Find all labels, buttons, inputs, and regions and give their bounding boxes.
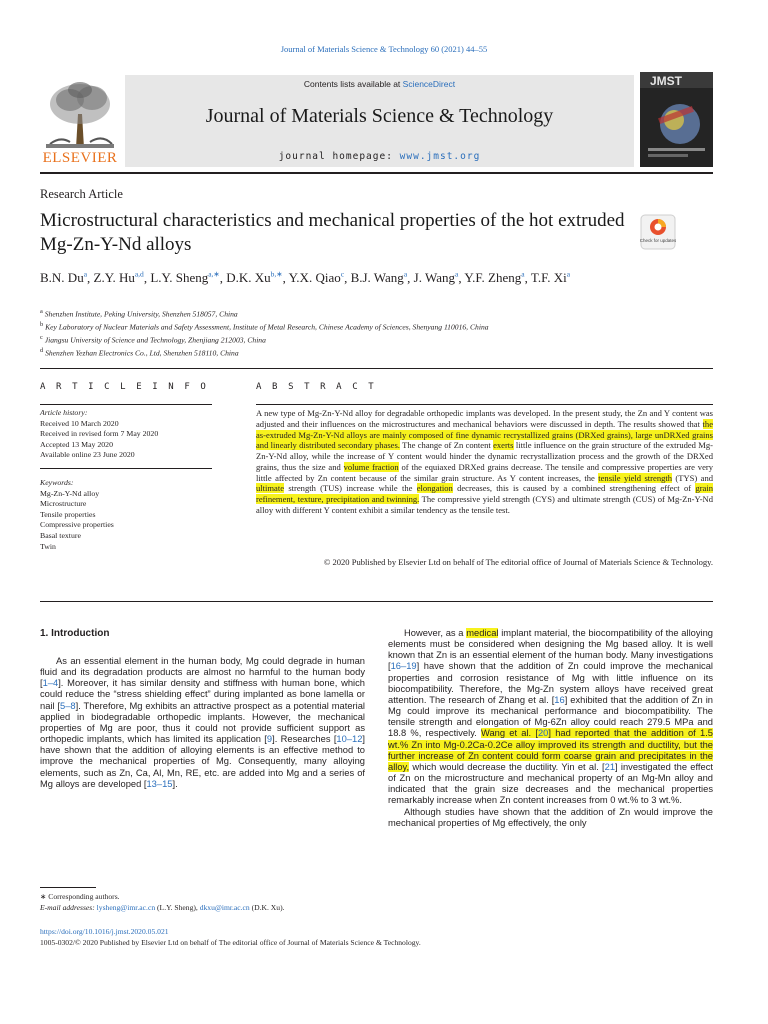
author-affiliation-mark[interactable]: a (454, 270, 459, 279)
affiliation-mark: c (40, 334, 43, 342)
abstract-text: A new type of Mg-Zn-Y-Nd alloy for degradable orthopedic implants was developed. In the present study, the Zn and Y content was adjusted and their influences on the microstructures and mechanical behaviors were discussed in depth. The results showed that (256, 408, 713, 429)
intro-paragraph-3: Although studies have shown that the addition of Zn would improve the mechanical properties of Mg effectively, the only (388, 806, 713, 828)
author-affiliation-mark[interactable]: a (566, 270, 571, 279)
author[interactable] (351, 270, 408, 285)
highlighted-text: volume fraction (343, 461, 399, 472)
keyword-item: Mg-Zn-Y-Nd alloy (40, 488, 100, 498)
corresponding-authors-note: ∗ Corresponding authors. (40, 892, 120, 901)
affiliation-mark: a (40, 308, 43, 315)
affiliation-mark: d (40, 347, 44, 355)
author[interactable] (289, 270, 344, 285)
abstract-text: strength (TUS) increase while the (284, 483, 417, 494)
author-affiliation-mark[interactable]: c (340, 270, 345, 279)
journal-cover-image (640, 72, 713, 167)
keyword-item: Twin (40, 541, 56, 551)
citation-link[interactable]: 13–15 (146, 778, 173, 789)
author-name[interactable]: D.K. Xu (226, 270, 271, 286)
keywords-rule (40, 468, 212, 469)
journal-header-band (125, 75, 634, 167)
article-title: Microstructural characteristics and mechanical properties of the hot extruded Mg-Zn-Y-Nd alloys (40, 210, 625, 255)
affiliation (40, 346, 700, 359)
homepage-prefix: journal homepage: (278, 151, 400, 162)
introduction-left-column (40, 656, 365, 790)
abstract-heading: A B S T R A C T (256, 382, 377, 392)
citation-link[interactable]: 16–19 (390, 661, 417, 672)
email-owner-sheng: (L.Y. Sheng), (155, 902, 200, 912)
author-name[interactable]: Y.X. Qiao (288, 270, 341, 286)
section-rule (40, 368, 713, 369)
history-item: Received 10 March 2020 (40, 418, 119, 428)
highlighted-text: ] had reported that the addition of 1.5 wt.% Zn into Mg-0.2Ca-0.2Ce alloy improved its strength and ductility, but the further increase of Zn content could form coarse grain and precipitates in the alloy, (388, 728, 713, 772)
affiliation (40, 307, 700, 320)
article-info-rule (40, 404, 212, 405)
author[interactable] (531, 270, 570, 285)
journal-citation-link[interactable]: Journal of Materials Science & Technology 60 (2021) 44–55 (280, 44, 488, 54)
keywords (40, 478, 215, 552)
author-affiliation-mark[interactable]: b,∗ (270, 270, 283, 279)
abstract-copyright: © 2020 Published by Elsevier Ltd on behalf of The editorial office of Journal of Materials Science & Technology. (323, 557, 713, 567)
affiliation-mark: b (40, 321, 44, 329)
author-affiliation-mark[interactable]: a (521, 270, 525, 279)
author-name[interactable]: Z.Y. Hu (93, 270, 135, 286)
abstract-rule (256, 404, 713, 405)
issn-copyright-line: 1005-0302/© 2020 Published by Elsevier Ltd on behalf of The editorial office of Journal of Materials Science & Technology. (40, 938, 421, 947)
email-owner-xu: (D.K. Xu). (249, 902, 285, 912)
author-name[interactable]: B.N. Du (40, 270, 84, 286)
body-text: ] exhibited that the addition of Zn in Mg could improve its mechanical performance and biocompatibility. The tensile strength and elongation of Mg-6Zn alloy could reach 279.5 MPa and 18.8 %, respectively. (388, 694, 713, 739)
highlighted-text: grain refinement, texture, precipitation and twinning. (256, 483, 713, 504)
homepage-link[interactable]: www.jmst.org (399, 151, 481, 162)
affiliation (40, 320, 700, 333)
author[interactable] (464, 270, 524, 285)
history-item: Accepted 13 May 2020 (40, 439, 113, 449)
body-text: implant material, the biocompatibility of the alloying elements must be considered when designing the Mg based alloy. It is well known that Zn is an essential element of the human body. Many investigations [ (388, 628, 713, 672)
citation-link[interactable]: 9 (266, 734, 273, 745)
author[interactable] (150, 270, 219, 285)
highlighted-text: exerts (493, 440, 514, 451)
cover-title: JMST (650, 74, 683, 88)
author[interactable] (94, 270, 144, 285)
affiliation-text: Jiangsu University of Science and Technology, Zhenjiang 212003, China (44, 335, 266, 345)
author-list: B.N. Du$^a$, Z.Y. Hu$^{a,d}$, L.Y. Sheng$^{a,∗}$, D.K. $Xu^{b,∗}$, Y.X. Qiao$^c$, B.J. Wang$^a$, J. Wang$^a$, Y.F. Zheng$^a$, T.F. Xi$^a$ (40, 270, 571, 286)
highlighted-text: Wang et al. [ (480, 728, 538, 739)
citation-link[interactable]: 21 (604, 761, 616, 772)
citation-link[interactable]: 1–4 (42, 678, 59, 689)
author-affiliation-mark[interactable]: a (83, 270, 88, 279)
author-name[interactable]: L.Y. Sheng (150, 270, 209, 286)
footnote-rule (40, 887, 96, 888)
abstract-text: The compressive yield strength (CYS) and ultimate strength (CUS) of Mg-Zn-Y-Nd alloy with different Y content exhibit a similar tendency as the tensile test. (256, 494, 713, 515)
elsevier-wordmark: ELSEVIER (42, 150, 118, 166)
keyword-item: Tensile properties (40, 509, 96, 519)
author[interactable] (414, 270, 459, 285)
history-list (40, 419, 215, 461)
body-text: ]. Researches [ (272, 734, 337, 745)
keywords-label: Keywords: (40, 478, 74, 487)
email-line (40, 903, 370, 914)
affiliation-list (40, 307, 700, 359)
author-name[interactable]: T.F. Xi (530, 270, 567, 286)
history-label: Article history: (40, 408, 88, 417)
affiliation (40, 333, 700, 346)
keyword-item: Compressive properties (40, 520, 114, 530)
article-history (40, 408, 215, 461)
email-link-xu[interactable]: dkxu@imr.ac.cn (199, 902, 250, 912)
highlighted-text: ultimate (256, 483, 285, 494)
corresponding-footnote (40, 892, 370, 914)
body-text: which would decrease the ductility. Yin et al. [ (409, 761, 605, 772)
abstract-text: little influence on the grain structure of the extruded Mg-Zn-Y-Nd alloy, while the increase of Y content would hinder the dynamic recrystallization process and the growth of the DRXed grains, thus the size and (256, 440, 713, 472)
contents-prefix: Contents lists available at (303, 79, 403, 89)
abstract-text: decreases, this is caused by a combined strengthening effect of (452, 483, 696, 494)
author-name[interactable]: J. Wang (413, 270, 455, 286)
abstract-text: of the equiaxed DRXed grains decrease. The tensile and compressive properties are very little affected by Zn content because of the similar grain structure. As Y content increases, the (256, 461, 713, 483)
keyword-item: Basal texture (40, 530, 81, 540)
body-text: ]. Therefore, Mg exhibits an attractive prospect as a potential material applied in biodegradable orthopedic implants. However, the mechanical properties of Mg are poor, thus it could not provide sufficient support as orthopedic implants, which has limited its application [ (40, 700, 365, 745)
highlighted-text: the as-extruded Mg-Zn-Y-Nd alloys are mainly composed of fine dynamic recrystallized grains (DRXed grains), large unDRXed grains and linearly distributed secondary phases. (256, 418, 713, 451)
highlighted-text: elongation (416, 483, 453, 494)
affiliation-text: Shenzhen Institute, Peking University, Shenzhen 518057, China (44, 309, 238, 319)
body-text: As an essential element in the human body, Mg could degrade in human fluid and its degradation products are almost no harmful to the human body [ (40, 656, 365, 689)
body-text: ] have shown that the addition of alloying elements is an effective method to improve the mechanical properties of Mg. Consequently, many alloying elements, such as Zn, Ca, Al, Mn, RE, etc. are added into Mg and a series of Mg alloys are developed [ (40, 734, 366, 789)
author-affiliation-mark[interactable]: a,d (134, 270, 144, 279)
highlighted-text: medical (466, 628, 499, 638)
body-text: ]. (172, 778, 178, 789)
highlighted-text: tensile yield strength (598, 472, 673, 483)
body-text: ] have shown that the addition of Zn could improve the mechanical properties and corrosion resistance of Mg with little influence on its biocompatibility. Therefore, the Mg-Zn system alloys have received great attention. The research of Zhang et al. [ (388, 661, 713, 705)
citation-link[interactable]: 5–8 (60, 700, 76, 711)
affiliation-text: Key Laboratory of Nuclear Materials and Safety Assessment, Institute of Metal Research, Chinese Academy of Sciences, Shenyang 110016, China (45, 322, 489, 332)
header-rule (40, 172, 713, 174)
email-label: E-mail addresses: (40, 902, 97, 912)
check-updates-label: Check for updates (640, 238, 676, 243)
doi-link[interactable]: https://doi.org/10.1016/j.jmst.2020.05.021 (40, 927, 169, 936)
intro-paragraph-1 (40, 656, 365, 790)
body-rule (40, 601, 713, 602)
article-info-heading: A R T I C L E I N F O (40, 382, 209, 392)
abstract-text: (TYS) and (672, 472, 714, 483)
body-text: ]. Moreover, it has similar density and stiffness with human bone, which could reduce the “stress shielding effect” during implanted as bone lamella or nail [ (40, 678, 365, 711)
body-text: ] investigated the effect of Zn on the microstructure and mechanical property of an Mg-Mn alloy and indicated that the grain size decreases and the mechanical properties remarkably increase when Zn content increases from 0 wt.% to 3 wt.%. (388, 761, 713, 806)
author-name[interactable]: B.J. Wang (350, 270, 404, 286)
citation-link[interactable]: 20 (537, 728, 549, 739)
journal-homepage-line (125, 151, 634, 162)
contents-available-line (125, 79, 634, 89)
citation-link[interactable]: 10–12 (336, 734, 363, 745)
history-item: Available online 23 June 2020 (40, 450, 135, 460)
history-item: Received in revised form 7 May 2020 (40, 429, 159, 439)
citation-link[interactable]: 16 (554, 694, 565, 705)
keyword-item: Microstructure (40, 499, 87, 509)
intro-paragraph-2 (388, 628, 713, 807)
check-for-updates-icon[interactable] (640, 214, 676, 250)
abstract-body (256, 408, 713, 516)
author-affiliation-mark[interactable]: a,∗ (208, 270, 220, 279)
author-name[interactable]: Y.F. Zheng (464, 270, 522, 286)
sciencedirect-link[interactable]: ScienceDirect (402, 79, 456, 89)
body-text: However, as a (404, 628, 467, 638)
abstract-text: The change of Zn content (399, 440, 494, 451)
introduction-right-column (388, 628, 713, 829)
author[interactable] (40, 270, 87, 285)
email-link-sheng[interactable]: lysheng@imr.ac.cn (96, 902, 156, 912)
author-affiliation-mark[interactable]: a (403, 270, 408, 279)
journal-name: Journal of Materials Science & Technology (205, 105, 554, 127)
author[interactable] (226, 270, 282, 285)
article-type: Research Article (40, 187, 123, 201)
introduction-heading: 1. Introduction (40, 628, 110, 639)
affiliation-text: Shenzhen Yezhan Electronics Co., Ltd, Shenzhen 518110, China (45, 348, 239, 358)
